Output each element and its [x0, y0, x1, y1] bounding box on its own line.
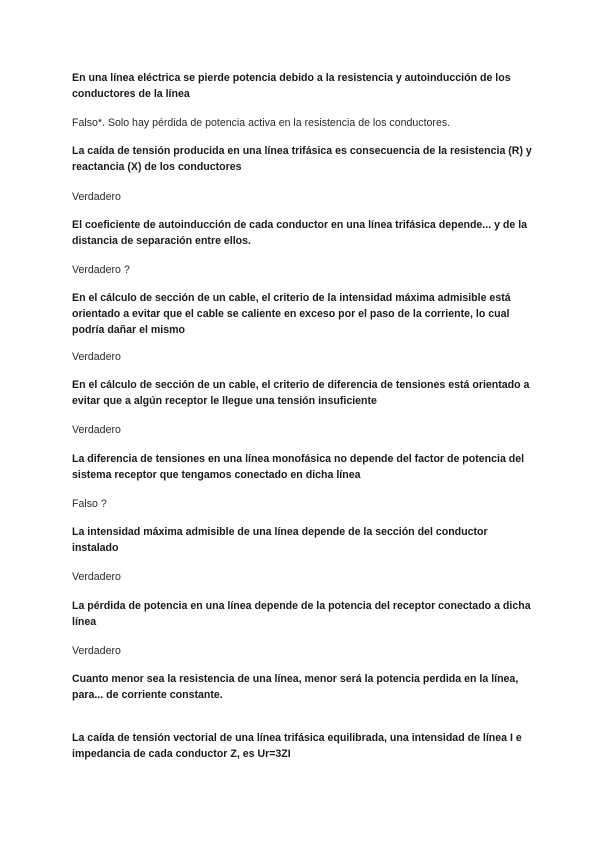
question-7: La intensidad máxima admisible de una línea depende de la sección del conductor instalado — [72, 526, 488, 554]
question-2: La caída de tensión producida en una línea trifásica es consecuencia de la resistencia (R) y reactancia (X) de los conductores — [72, 145, 532, 173]
question-3: El coeficiente de autoinducción de cada conductor en una línea trifásica depende... y de la distancia de separación entre ellos. — [72, 219, 528, 247]
question-10: La caída de tensión vectorial de una línea trifásica equilibrada, una intensidad de línea I e impedancia de cada conductor Z, es Ur=3ZI — [72, 732, 522, 760]
answer-4: Verdadero — [72, 351, 121, 363]
question-5: En el cálculo de sección de un cable, el criterio de diferencia de tensiones está orientado a evitar que a algún receptor le llegue una tensión insuficiente — [72, 379, 530, 407]
question-8: La pérdida de potencia en una línea depende de la potencia del receptor conectado a dicha línea — [72, 600, 531, 628]
answer-1: Falso*. Solo hay pérdida de potencia activa en la resistencia de los conductores. — [72, 117, 451, 129]
question-4: En el cálculo de sección de un cable, el criterio de la intensidad máxima admisible está orientado a evitar que el cable se caliente en exceso por el paso de la corriente, lo cual podría dañar el mismo — [72, 292, 511, 336]
question-6: La diferencia de tensiones en una línea monofásica no depende del factor de potencia del sistema receptor que tengamos conectado en dicha línea — [72, 453, 525, 481]
question-1: En una línea eléctrica se pierde potencia debido a la resistencia y autoinducción de los conductores de la línea — [72, 72, 511, 100]
answer-3: Verdadero ? — [72, 264, 130, 276]
answer-8: Verdadero — [72, 645, 121, 657]
answer-5: Verdadero — [72, 424, 121, 436]
question-9: Cuanto menor sea la resistencia de una línea, menor será la potencia perdida en la línea, para... de corriente constante. — [72, 673, 519, 701]
answer-7: Verdadero — [72, 571, 121, 583]
answer-6: Falso ? — [72, 498, 107, 510]
answer-2: Verdadero — [72, 191, 121, 203]
